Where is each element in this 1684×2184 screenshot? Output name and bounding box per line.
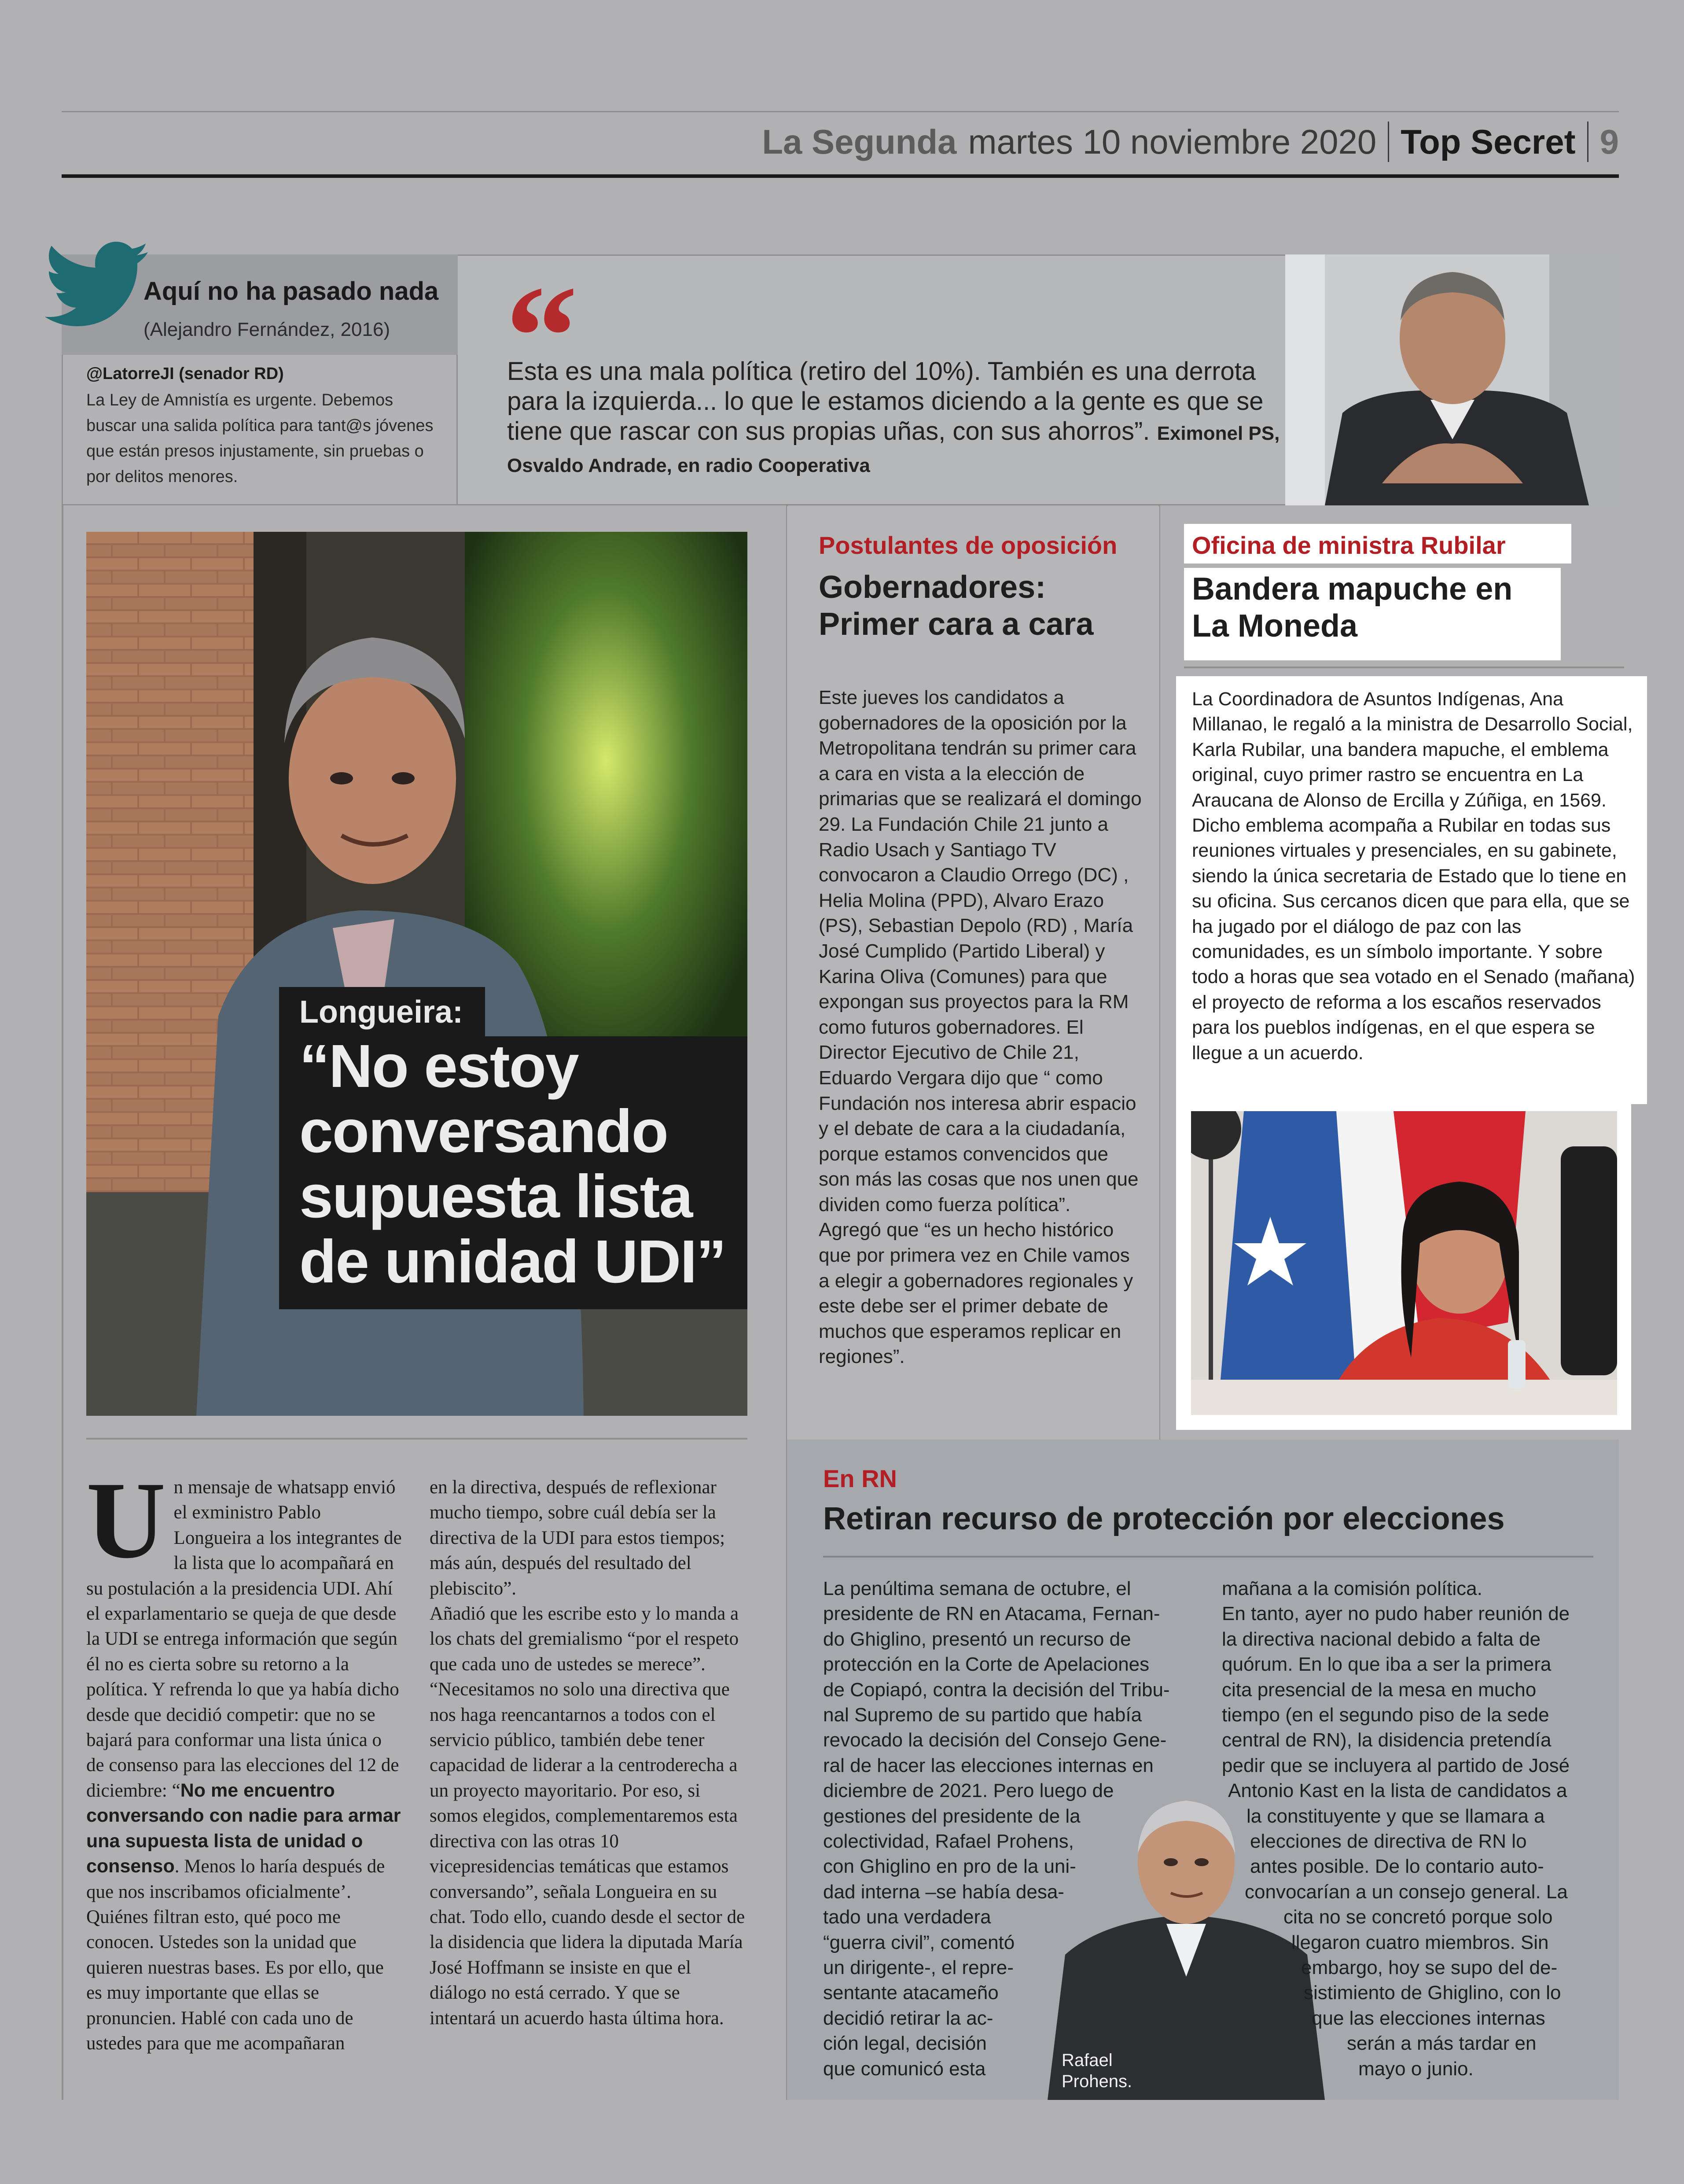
gobernadores-body (819, 685, 1144, 1370)
rn-text-line: elecciones de directiva de RN lo (1250, 1830, 1527, 1852)
rn-text-line: sentante atacameño (823, 1982, 999, 2004)
rn-text-line: do Ghiglino, presentó un recurso de (823, 1628, 1131, 1650)
longueira-col2-paragraph: “Necesitamos no solo una directiva que nos haga reencantarnos a todos con el servicio público, también debe tener capacidad de liderar a la centroderecha a un proyecto mayoritario. Por eso, si somos elegidos, complementaremos esta directiva con las otras 10 vicepresidencias temáticas que estamos conversando”, señala Longueira en su chat. Todo ello, cuando desde el sector de la disidencia que lidera la diputada María José Hoffmann se insiste en que el diálogo no está cerrado. Y que se intentará un acuerdo hasta última hora. (430, 1679, 745, 2029)
rn-text-line: revocado la decisión del Consejo Gene- (823, 1729, 1167, 1751)
rn-text-line: que comunicó esta (823, 2058, 986, 2080)
masthead-separator (1587, 122, 1588, 162)
gobernadores-paragraph: Agregó que “es un hecho histórico que por primera vez en Chile vamos a elegir a gobernadores regionales y este debe ser el primer debate de muchos que esperamos replicar en regiones”. (819, 1219, 1133, 1368)
bandera-body: La Coordinadora de Asuntos Indígenas, Ana Millanao, le regaló a la ministra de Desarrollo Social, Karla Rubilar, una bandera mapuche, el emblema original, cuyo primer rastro se encuentra en La Araucana de Alonso de Ercilla y Zúñiga, en 1569. Dicho emblema acompaña a Rubilar en todas sus reuniones virtuales y presenciales, en su gabinete, siendo la única secretaria de Estado que lo tiene en su oficina. Sus cercanos dicen que para ella, que se ha jugado por el diálogo de paz con las comunidades, es un símbolo importante. Y sobre todo a horas que sea votado en el Senado (mañana) el proyecto de reforma a los escaños reservados para los pueblos indígenas, en el que espera se llegue a un acuerdo. (1192, 689, 1635, 1064)
section-name: Top Secret (1401, 122, 1576, 161)
rn-text-line: que las elecciones internas (1312, 2007, 1545, 2029)
quote-mark-icon: “ (505, 256, 578, 417)
paper-name: La Segunda (762, 122, 957, 161)
rn-text-line: protección en la Corte de Apelaciones (823, 1654, 1150, 1676)
tweet-handle: @LatorreJI (senador RD) (86, 365, 284, 383)
longueira-col1-lead: n mensaje de whatsapp envió el exministro Pablo Longueira a los integrantes de la lista que lo acompañará en su postulación a la presidencia UDI. Ahí el exparlamentario se queja de que desde la UDI se entrega información que según él no es cierta sobre su retorno a la política. Y refrenda lo que ya había dicho desde que decidió competir: que no se bajará para conformar una lista única o de consenso para las elecciones del 12 de diciembre: “ (86, 1477, 402, 1801)
rn-text-line: tiempo (en el segundo piso de la sede (1222, 1704, 1549, 1726)
rn-text-line: gestiones del presidente de la (823, 1805, 1081, 1827)
twitter-bird-icon (45, 241, 151, 329)
rn-text-line: mayo o junio. (1358, 2058, 1474, 2080)
bandera-headline: Bandera mapuche en La Moneda (1192, 571, 1513, 644)
rn-text-line: presidente de RN en Atacama, Fernan- (823, 1603, 1160, 1625)
longueira-col1-bold: No me encuentro conversando con nadie para armar una supuesta lista de unidad o consenso (86, 1779, 401, 1877)
rn-text-line: mañana a la comisión política. (1222, 1578, 1482, 1599)
quote-body: Esta es una mala política (retiro del 10%). También es una derrota para la izquierda... lo que le estamos diciendo a la gente es que se tiene que rascar con sus propias uñas, con sus ahorros”. (507, 357, 1264, 446)
rn-text-line: la directiva nacional debido a falta de (1222, 1628, 1541, 1650)
rn-text-line: de Copiapó, contra la decisión del Tribu- (823, 1679, 1170, 1701)
drop-cap: U (86, 1459, 166, 1581)
longueira-kicker: Longueira: (299, 994, 463, 1030)
rn-text-line: convocarían a un consejo general. La (1245, 1881, 1568, 1903)
rn-text-line: serán a más tardar en (1347, 2033, 1537, 2055)
tweet-subtitle: (Alejandro Fernández, 2016) (143, 319, 390, 340)
andrade-photo (1285, 254, 1619, 505)
rn-headline-rule (823, 1556, 1593, 1558)
rn-text-line: dad interna –se había desa- (823, 1881, 1064, 1903)
longueira-section-rule (86, 1438, 747, 1440)
rn-text-line: Antonio Kast en la lista de candidatos a (1228, 1780, 1567, 1802)
header-bottom-rule (62, 174, 1619, 178)
bandera-section-rule (1184, 667, 1624, 668)
header-top-rule (62, 111, 1619, 112)
bandera-kicker: Oficina de ministra Rubilar (1192, 531, 1506, 559)
rn-text-line: antes posible. De lo contario auto- (1250, 1856, 1544, 1878)
rn-text-line: cita no se concretó porque solo (1283, 1906, 1553, 1928)
quote-attribution: Eximonel PS, Osvaldo Andrade, en radio Cooperativa (507, 423, 1280, 476)
rn-text-line: la constituyente y que se llamara a (1246, 1805, 1545, 1827)
rn-text-line: ción legal, decisión (823, 2033, 987, 2055)
rn-text-line: colectividad, Rafael Prohens, (823, 1830, 1074, 1852)
rn-text-line: La penúltima semana de octubre, el (823, 1578, 1131, 1599)
gobernadores-headline: Gobernadores: Primer cara a cara (819, 570, 1094, 642)
longueira-col2-paragraph: Añadió que les escribe esto y lo manda a los chats del gremialismo “por el respeto que cada uno de ustedes se merece”. (430, 1603, 739, 1675)
rn-text-line: nal Supremo de su partido que había (823, 1704, 1142, 1726)
left-column-rule (62, 505, 63, 2100)
tweet-title: Aquí no ha pasado nada (143, 277, 439, 306)
rn-text-line: En tanto, ayer no pudo haber reunión de (1222, 1603, 1570, 1625)
rn-text-line: cita presencial de la mesa en mucho (1222, 1679, 1537, 1701)
longueira-headline: “No estoy conversando supuesta lista de unidad UDI” (299, 1032, 726, 1296)
rn-text-line: decidió retirar la ac- (823, 2007, 993, 2029)
longueira-column-2 (430, 1475, 746, 2031)
longueira-col2-paragraph: en la directiva, después de reflexionar mucho tiempo, sobre cuál debía ser la directiva de la UDI para estos tiempos; más aún, después del resultado del plebiscito”. (430, 1477, 725, 1599)
rn-headline: Retiran recurso de protección por elecciones (823, 1501, 1505, 1536)
page-number: 9 (1599, 122, 1619, 161)
masthead-separator (1388, 122, 1389, 162)
rn-text-line: tado una verdadera (823, 1906, 991, 1928)
longueira-column-1 (86, 1459, 403, 2056)
rn-text-line: ral de hacer las elecciones internas en (823, 1754, 1154, 1776)
gobernadores-paragraph: Este jueves los candidatos a gobernadores de la oposición por la Metropolitana tendrán su primer cara a cara en vista a la elección de primarias que se realizará el domingo 29. La Fundación Chile 21 junto a Radio Usach y Santiago TV convocaron a Claudio Orrego (DC) , Helia Molina (PPD), Alvaro Erazo (PS), Sebastian Depolo (RD) , María José Cumplido (Partido Liberal) y Karina Oliva (Comunes) para que expongan sus proyectos para la RM como futuros gobernadores. El Director Ejecutivo de Chile 21, Eduardo Vergara dijo que “ como Fundación nos interesa abrir espacio y el debate de cara a la ciudadanía, porque estamos convencidos que son más las cosas que nos unen que dividen como fuerza política”. (819, 687, 1142, 1215)
gobernadores-kicker: Postulantes de oposición (819, 531, 1118, 559)
longueira-col1-tail: . Menos lo haría después de que nos inscribamos oficialmente’. Quiénes filtran esto, qué poco me conocen. Ustedes son la unidad que quieren nuestras bases. Es por ello, que es muy importante que ellas se pronuncien. Hablé con cada uno de ustedes para que me acompañaran (86, 1856, 385, 2054)
rn-text-line: sistimiento de Ghiglino, con lo (1304, 1982, 1561, 2004)
rn-text-line: con Ghiglino en pro de la uni- (823, 1856, 1076, 1878)
prohens-photo-caption: Rafael Prohens. (1062, 2051, 1132, 2091)
rn-text-line: embargo, hoy se supo del de- (1301, 1957, 1558, 1978)
edition-date: martes 10 noviembre 2020 (968, 122, 1377, 161)
andrade-photo-illustration (1285, 254, 1619, 505)
quote-text (507, 357, 1291, 481)
rubilar-photo (1191, 1111, 1617, 1415)
rn-text-line: central de RN), la disidencia pretendía (1222, 1729, 1552, 1751)
rubilar-photo-illustration (1191, 1111, 1617, 1415)
rn-text-line: diciembre de 2021. Pero luego de (823, 1780, 1114, 1802)
rn-text-line: llegaron cuatro miembros. Sin (1291, 1931, 1549, 1953)
rn-text-line: quórum. En lo que iba a ser la primera (1222, 1654, 1552, 1676)
rn-text-line: pedir que se incluyera al partido de José (1222, 1754, 1570, 1776)
rn-kicker: En RN (823, 1465, 897, 1492)
tweet-text: La Ley de Amnistía es urgente. Debemos buscar una salida política para tant@s jóvenes que están presos injustamente, sin pruebas o por delitos menores. (86, 391, 434, 486)
masthead (62, 115, 1619, 168)
rn-text-line: un dirigente-, el repre- (823, 1957, 1014, 1978)
rn-text-line: “guerra civil”, comentó (823, 1931, 1015, 1953)
